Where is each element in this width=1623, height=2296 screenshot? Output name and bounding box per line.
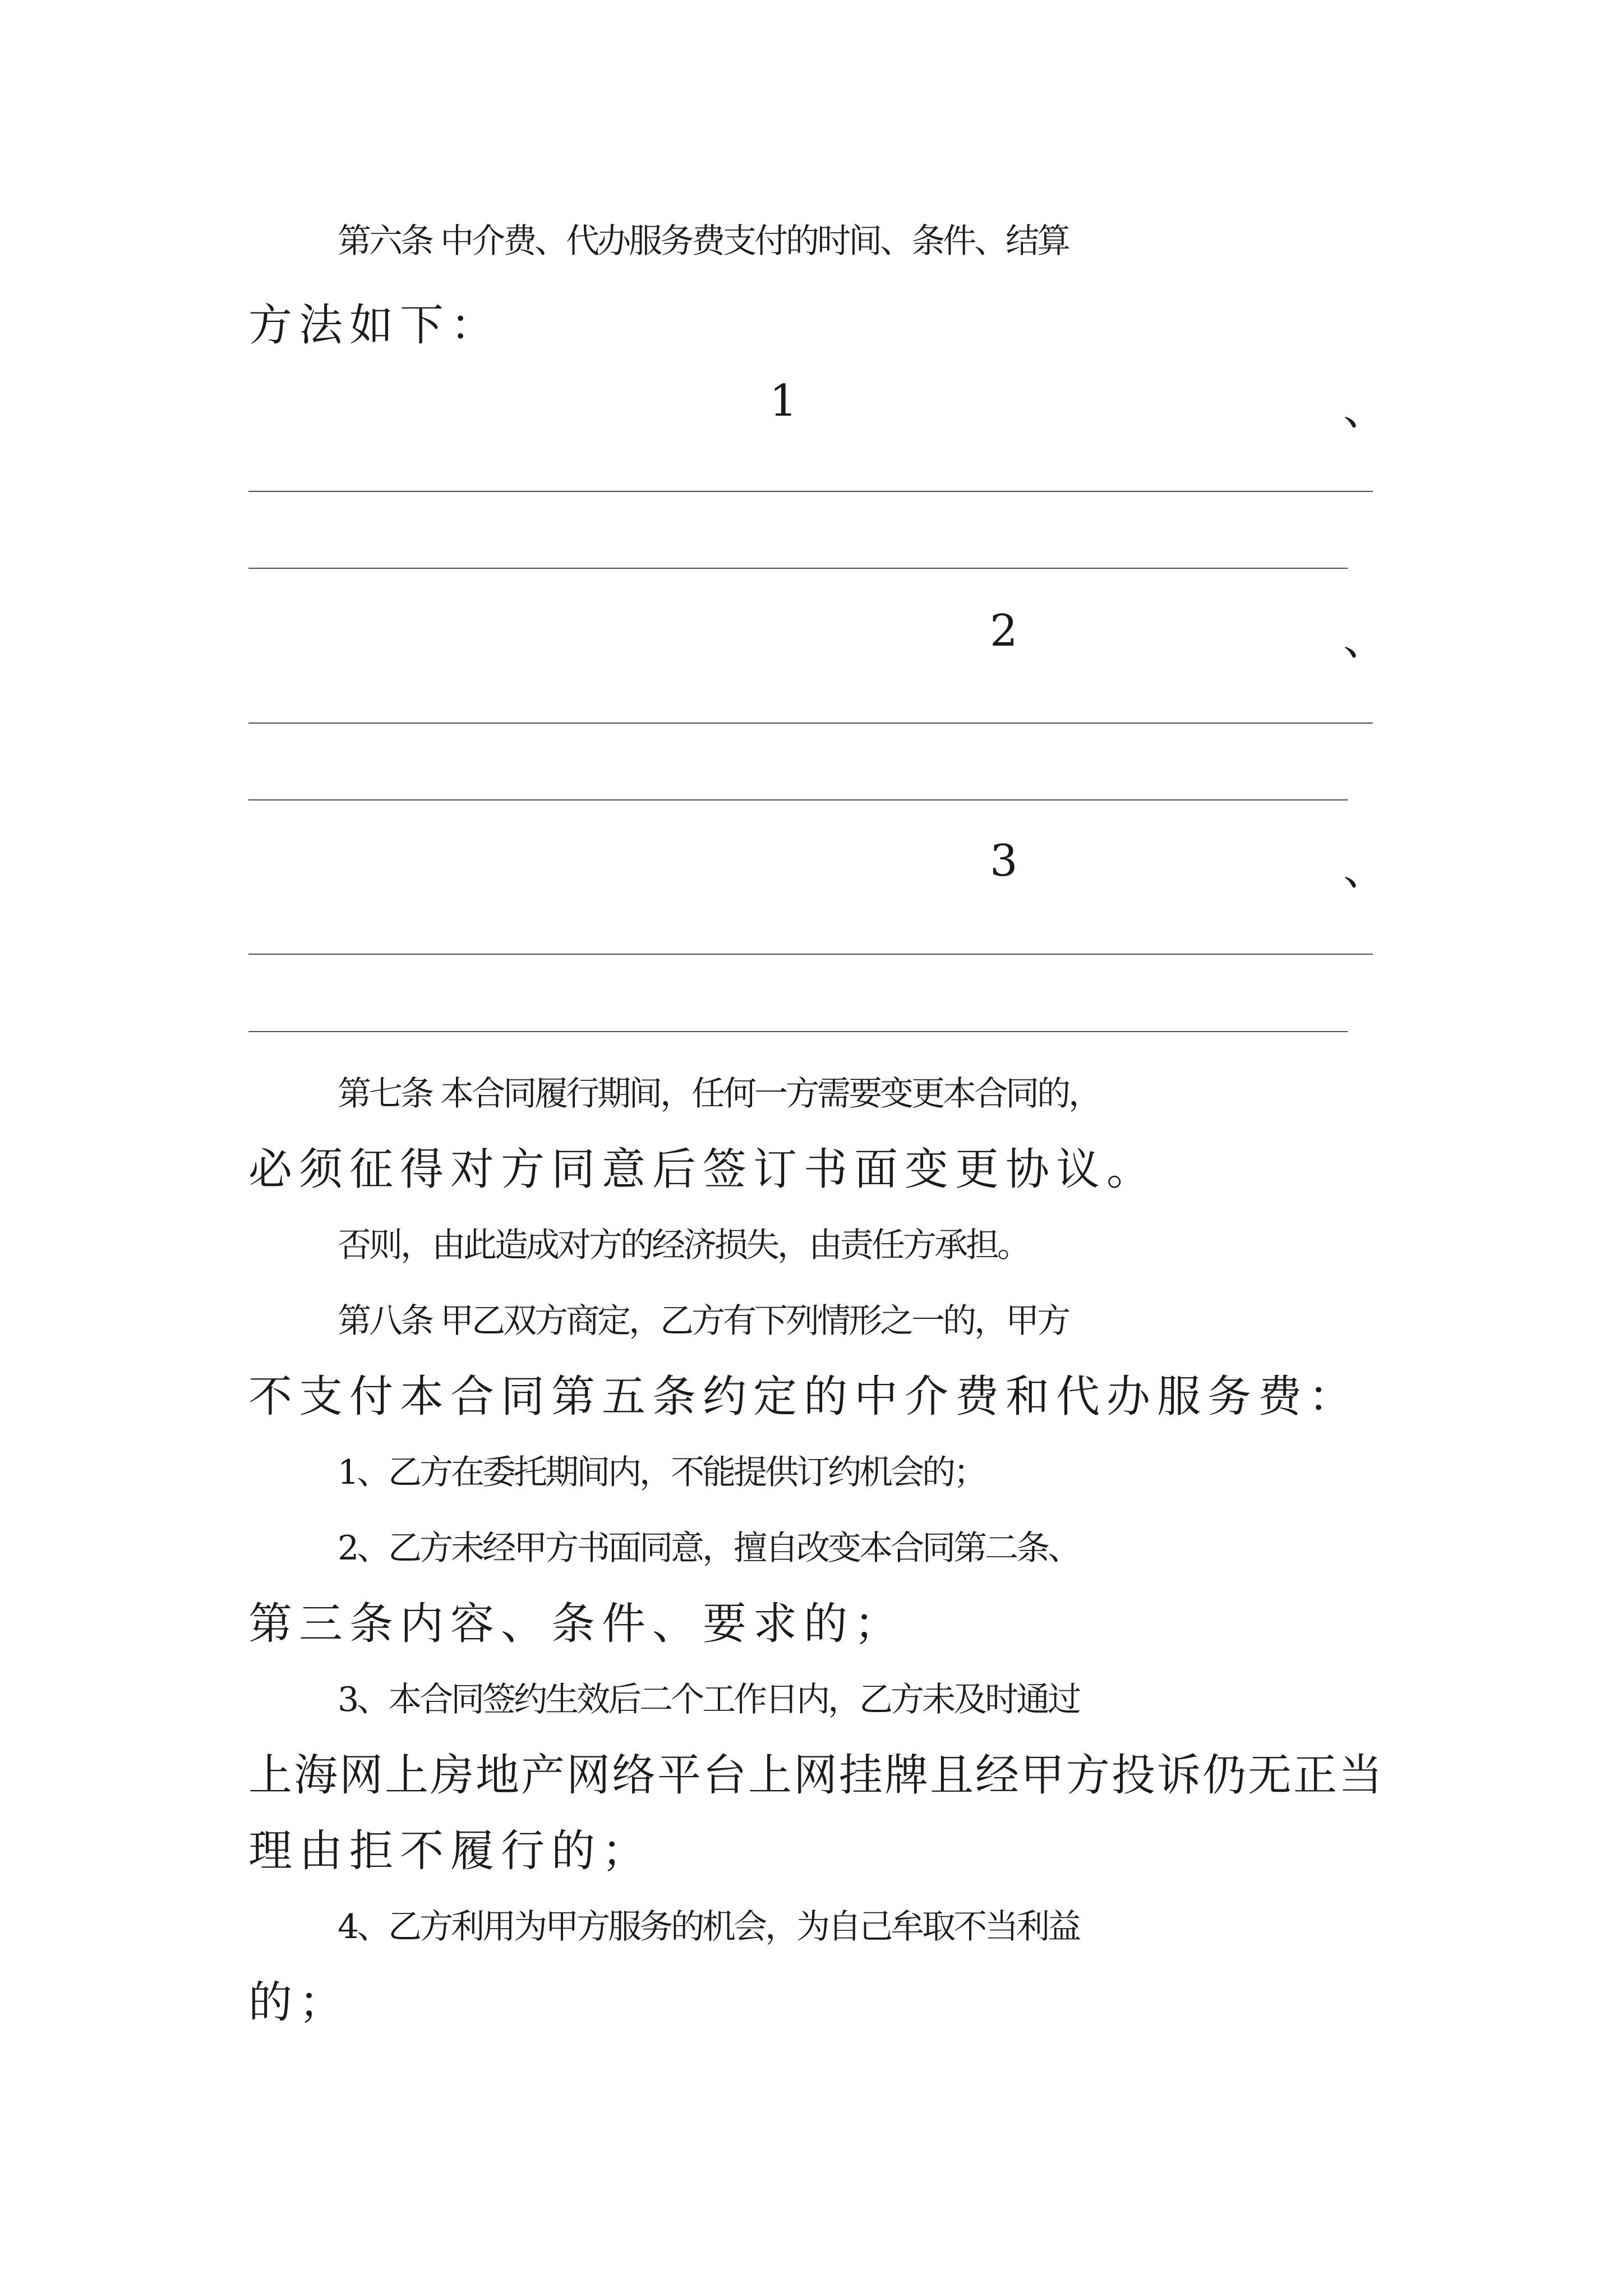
item1-mark: 、 — [1343, 384, 1387, 435]
clause1: 1、乙方在委托期间内，不能提供订约机会的； — [338, 1453, 985, 1492]
article8-line2: 不支付本合同第五条约定的中介费和代办服务费： — [248, 1372, 1359, 1422]
item1-blank-line-1 — [248, 491, 1373, 492]
clause3-line2: 上海网上房地产网络平台上网挂牌且经甲方投诉仍无正当 — [248, 1750, 1385, 1801]
item3-number: 3 — [990, 836, 1018, 886]
clause3-line3: 理由拒不履行的； — [248, 1826, 653, 1876]
item2-blank-line-1 — [248, 723, 1373, 724]
article7-line1: 第七条 本合同履行期间，任何一方需要变更本合同的， — [338, 1074, 1100, 1114]
clause3-line1: 3、本合同签约生效后二个工作日内，乙方未及时通过 — [338, 1680, 1080, 1719]
clause2-line2: 第三条内容、条件、要求的； — [248, 1599, 905, 1649]
clause4-line1: 4、乙方利用为甲方服务的机会，为自己牟取不当利益 — [338, 1907, 1080, 1947]
article8-line1: 第八条 甲乙双方商定，乙方有下列情形之一的，甲方 — [338, 1301, 1069, 1341]
clause4-line2: 的； — [248, 1977, 350, 2028]
item1-blank-line-2 — [248, 568, 1348, 569]
article7-line2: 必须征得对方同意后签订书面变更协议。 — [248, 1144, 1158, 1195]
item2-number: 2 — [990, 606, 1018, 656]
item1-number: 1 — [769, 376, 797, 426]
item2-mark: 、 — [1343, 614, 1387, 665]
article6-line2: 方法如下： — [248, 300, 501, 351]
article6-line1: 第六条 中介费、代办服务费支付的时间、条件、结算 — [338, 222, 1069, 261]
item3-mark: 、 — [1343, 844, 1387, 895]
item3-blank-line-1 — [248, 954, 1373, 955]
clause2-line1: 2、乙方未经甲方书面同意，擅自改变本合同第二条、 — [338, 1529, 1080, 1568]
item3-blank-line-2 — [248, 1031, 1348, 1032]
item2-blank-line-2 — [248, 799, 1348, 800]
article7-line3: 否则，由此造成对方的经济损失，由责任方承担。 — [338, 1226, 1029, 1265]
